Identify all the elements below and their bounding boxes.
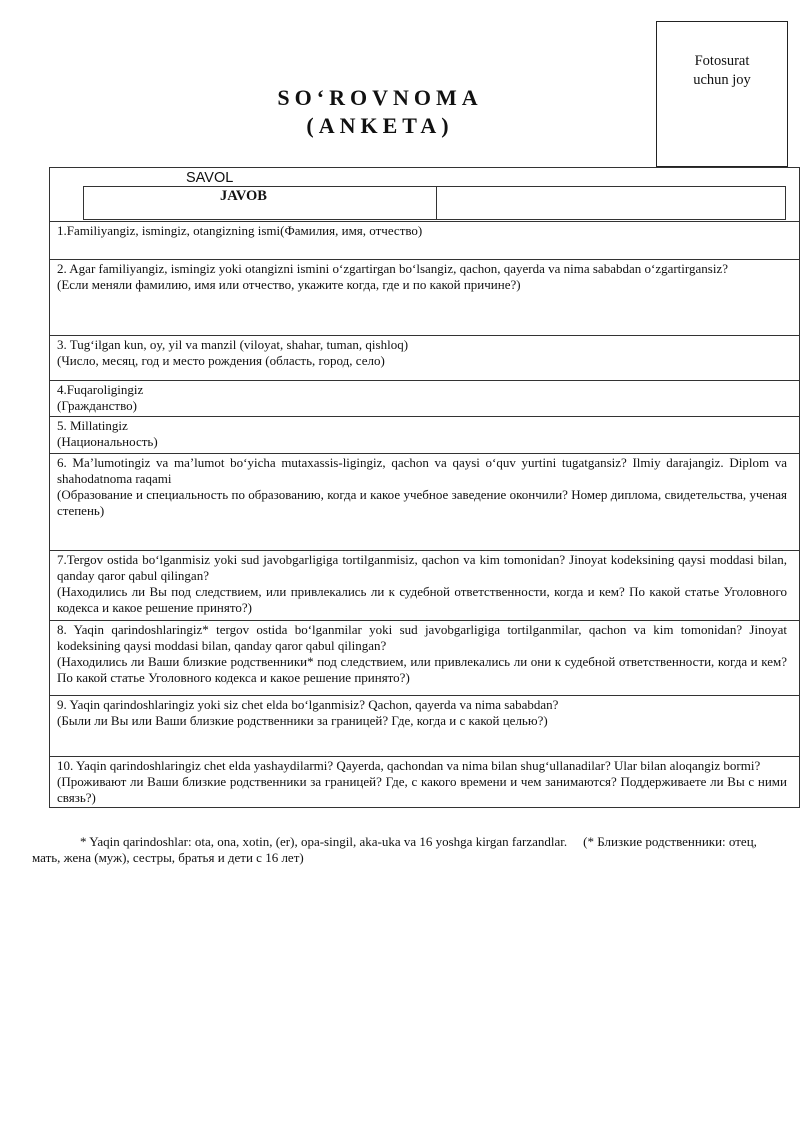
question-text-ru: (Проживают ли Ваши близкие родственники за границей? Где, с какого времени и чем занимаются? Поддерживаете ли Вы с ними связь?) — [57, 774, 787, 805]
footnote — [32, 834, 772, 866]
header-javob-label: JAVOB — [84, 187, 437, 219]
question-text-uz: 6. Ma’lumotingiz va ma’lumot bo‘yicha mutaxassis-ligingiz, qachon va qaysi o‘quv yurtini tugatgansiz? Ilmiy darajangiz. Diplom va shahodatnoma raqami — [57, 455, 787, 486]
header-inner-row — [83, 186, 786, 220]
question-text-ru: (Находились ли Вы под следствием, или привлекались ли к судебной ответственности, когда и кем? По какой статье Уголовного кодекса и какое решение принято?) — [57, 584, 787, 615]
question-text-uz: 2. Agar familiyangiz, ismingiz yoki otangizni ismini o‘zgartirgan bo‘lsangiz, qachon, qayerda va nima sababdan o‘zgartirgansiz? — [57, 261, 728, 276]
photo-label-line1: Fotosurat — [694, 53, 750, 69]
question-text-ru: (Если меняли фамилию, имя или отчество, укажите когда, где и по какой причине?) — [57, 277, 521, 292]
question-text-ru: (Число, месяц, год и место рождения (область, город, село) — [57, 353, 385, 368]
question-row-10[interactable] — [50, 757, 800, 808]
question-row-6[interactable] — [50, 454, 800, 551]
question-row-9[interactable] — [50, 696, 800, 757]
header-savol-label: SAVOL — [186, 170, 234, 186]
question-text-ru: (Находились ли Ваши близкие родственники* под следствием, или привлекались ли они к судебной ответственности, когда и кем? По какой статье Уголовного кодекса и какое решение принято?) — [57, 654, 787, 685]
page-subtitle: (ANKETA) — [306, 113, 454, 138]
question-text-uz: 5. Millatingiz — [57, 418, 128, 433]
question-row-7[interactable] — [50, 551, 800, 621]
question-row-5[interactable] — [50, 417, 800, 454]
question-text-ru: (Национальность) — [57, 434, 158, 449]
question-text-uz: 9. Yaqin qarindoshlaringiz yoki siz chet elda bo‘lganmisiz? Qachon, qayerda va nima sababdan? — [57, 697, 559, 712]
question-text-uz: 3. Tug‘ilgan kun, oy, yil va manzil (viloyat, shahar, tuman, qishloq) — [57, 337, 409, 352]
question-text-ru: (Гражданство) — [57, 398, 137, 413]
header-answer-cell[interactable] — [437, 187, 785, 219]
question-text-ru: (Образование и специальность по образованию, когда и какое учебное заведение окончили? Номер диплома, свидетельства, ученая степень) — [57, 487, 787, 518]
question-row-8[interactable] — [50, 621, 800, 696]
footnote-uz: * Yaqin qarindoshlar: ota, ona, xotin, (er), opa-singil, aka-uka va 16 yoshga kirgan farzandlar. — [80, 834, 568, 849]
question-text-uz: 10. Yaqin qarindoshlaringiz chet elda yashaydilarmi? Qayerda, qachondan va nima bilan shug‘ullanadilar? Ular bilan aloqangiz bormi? — [57, 758, 761, 773]
question-text-uz: 7.Tergov ostida bo‘lganmisiz yoki sud javobgarligiga tortilganmisiz, qachon va kim tomonidan? Jinoyat kodeksining qaysi moddasi bilan, qanday qaror qabul qilingan? — [57, 552, 787, 583]
footnote-ru: (* Близкие родственники: отец, мать, жена (муж), сестры, братья и дети с 16 лет) — [32, 834, 757, 865]
questionnaire-table — [49, 167, 800, 808]
question-text-uz: 4.Fuqaroligingiz — [57, 382, 144, 397]
question-row-1[interactable] — [50, 222, 800, 260]
question-text-uz: 8. Yaqin qarindoshlaringiz* tergov ostida bo‘lganmilar yoki sud javobgarligiga tortilganmilar, qachon va kim tomonidan? Jinoyat kodeksining qaysi moddasi bilan, qanday qaror qabul qilingan? — [57, 622, 787, 653]
page-title: SO‘ROVNOMA — [277, 85, 483, 110]
question-text-ru: (Были ли Вы или Ваши близкие родственники за границей? Где, когда и с какой целью?) — [57, 713, 548, 728]
photo-label-line2: uchun joy — [693, 72, 751, 88]
question-text-uz: 1.Familiyangiz, ismingiz, otangizning ismi(Фамилия, имя, отчество) — [57, 223, 423, 238]
table-header — [50, 168, 800, 222]
question-row-2[interactable] — [50, 260, 800, 336]
question-row-3[interactable] — [50, 336, 800, 381]
question-row-4[interactable] — [50, 381, 800, 417]
